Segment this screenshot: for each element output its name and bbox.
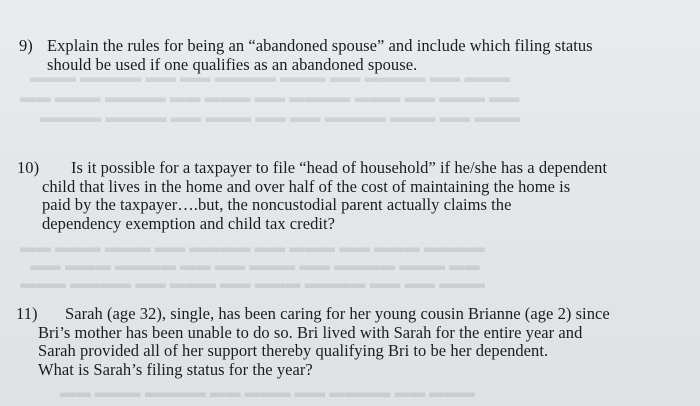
- question-text-line: Explain the rules for being an “abandoned spouse” and include which filing status: [47, 36, 593, 55]
- question-text-line: child that lives in the home and over half of the cost of maintaining the home is: [42, 176, 571, 196]
- question-text-line: Is it possible for a taxpayer to file “head of household” if he/she has a dependent: [71, 158, 608, 177]
- question-11: [16, 305, 610, 379]
- question-text-line: What is Sarah’s filing status for the year?: [38, 359, 313, 379]
- question-text-line: Sarah (age 32), single, has been caring for her young cousin Brianne (age 2) since: [65, 304, 610, 323]
- question-text-line: Sarah provided all of her support thereby qualifying Bri to be her dependent.: [38, 341, 549, 361]
- question-text-line: should be used if one qualifies as an abandoned spouse.: [47, 54, 418, 74]
- question-number: 10): [17, 158, 40, 177]
- show-through-decoration: ▬▬ ▬▬▬ ▬▬ ▬▬▬ ▬▬▬▬ ▬▬ ▬▬▬ ▬▬ ▬▬▬▬ ▬▬▬ ▬▬: [20, 90, 520, 106]
- show-through-decoration: ▬▬▬ ▬▬ ▬▬▬▬ ▬▬ ▬▬▬ ▬▬▬▬ ▬▬ ▬▬ ▬▬▬▬ ▬▬▬: [30, 70, 511, 86]
- question-number: 9): [19, 36, 33, 55]
- question-number: 11): [16, 304, 38, 323]
- question-text-line: Bri’s mother has been unable to do so. Bri lived with Sarah for the entire year and: [38, 322, 583, 342]
- show-through-decoration: ▬▬▬ ▬▬ ▬▬▬ ▬▬▬▬ ▬▬ ▬▬ ▬▬▬ ▬▬ ▬▬▬▬ ▬▬▬▬: [40, 110, 521, 126]
- question-9: [19, 37, 593, 74]
- question-10: [17, 159, 607, 233]
- show-through-decoration: ▬▬▬▬ ▬▬▬ ▬▬ ▬▬▬ ▬▬ ▬▬▬▬ ▬▬ ▬▬▬ ▬▬▬ ▬▬: [20, 240, 485, 256]
- show-through-decoration: ▬▬ ▬▬▬ ▬▬▬▬ ▬▬ ▬▬▬ ▬▬ ▬▬ ▬▬▬▬ ▬▬▬ ▬▬: [30, 258, 480, 274]
- question-text-line: dependency exemption and child tax credit?: [42, 213, 336, 233]
- show-through-decoration: ▬▬▬ ▬▬ ▬▬▬▬ ▬▬ ▬▬▬ ▬▬ ▬▬▬▬ ▬▬▬ ▬▬: [60, 385, 475, 401]
- question-text-line: paid by the taxpayer….but, the noncustodial parent actually claims the: [42, 195, 512, 215]
- show-through-decoration: ▬▬▬ ▬▬ ▬▬ ▬▬▬▬ ▬▬▬ ▬▬ ▬▬▬ ▬▬ ▬▬▬▬ ▬▬▬: [20, 276, 485, 292]
